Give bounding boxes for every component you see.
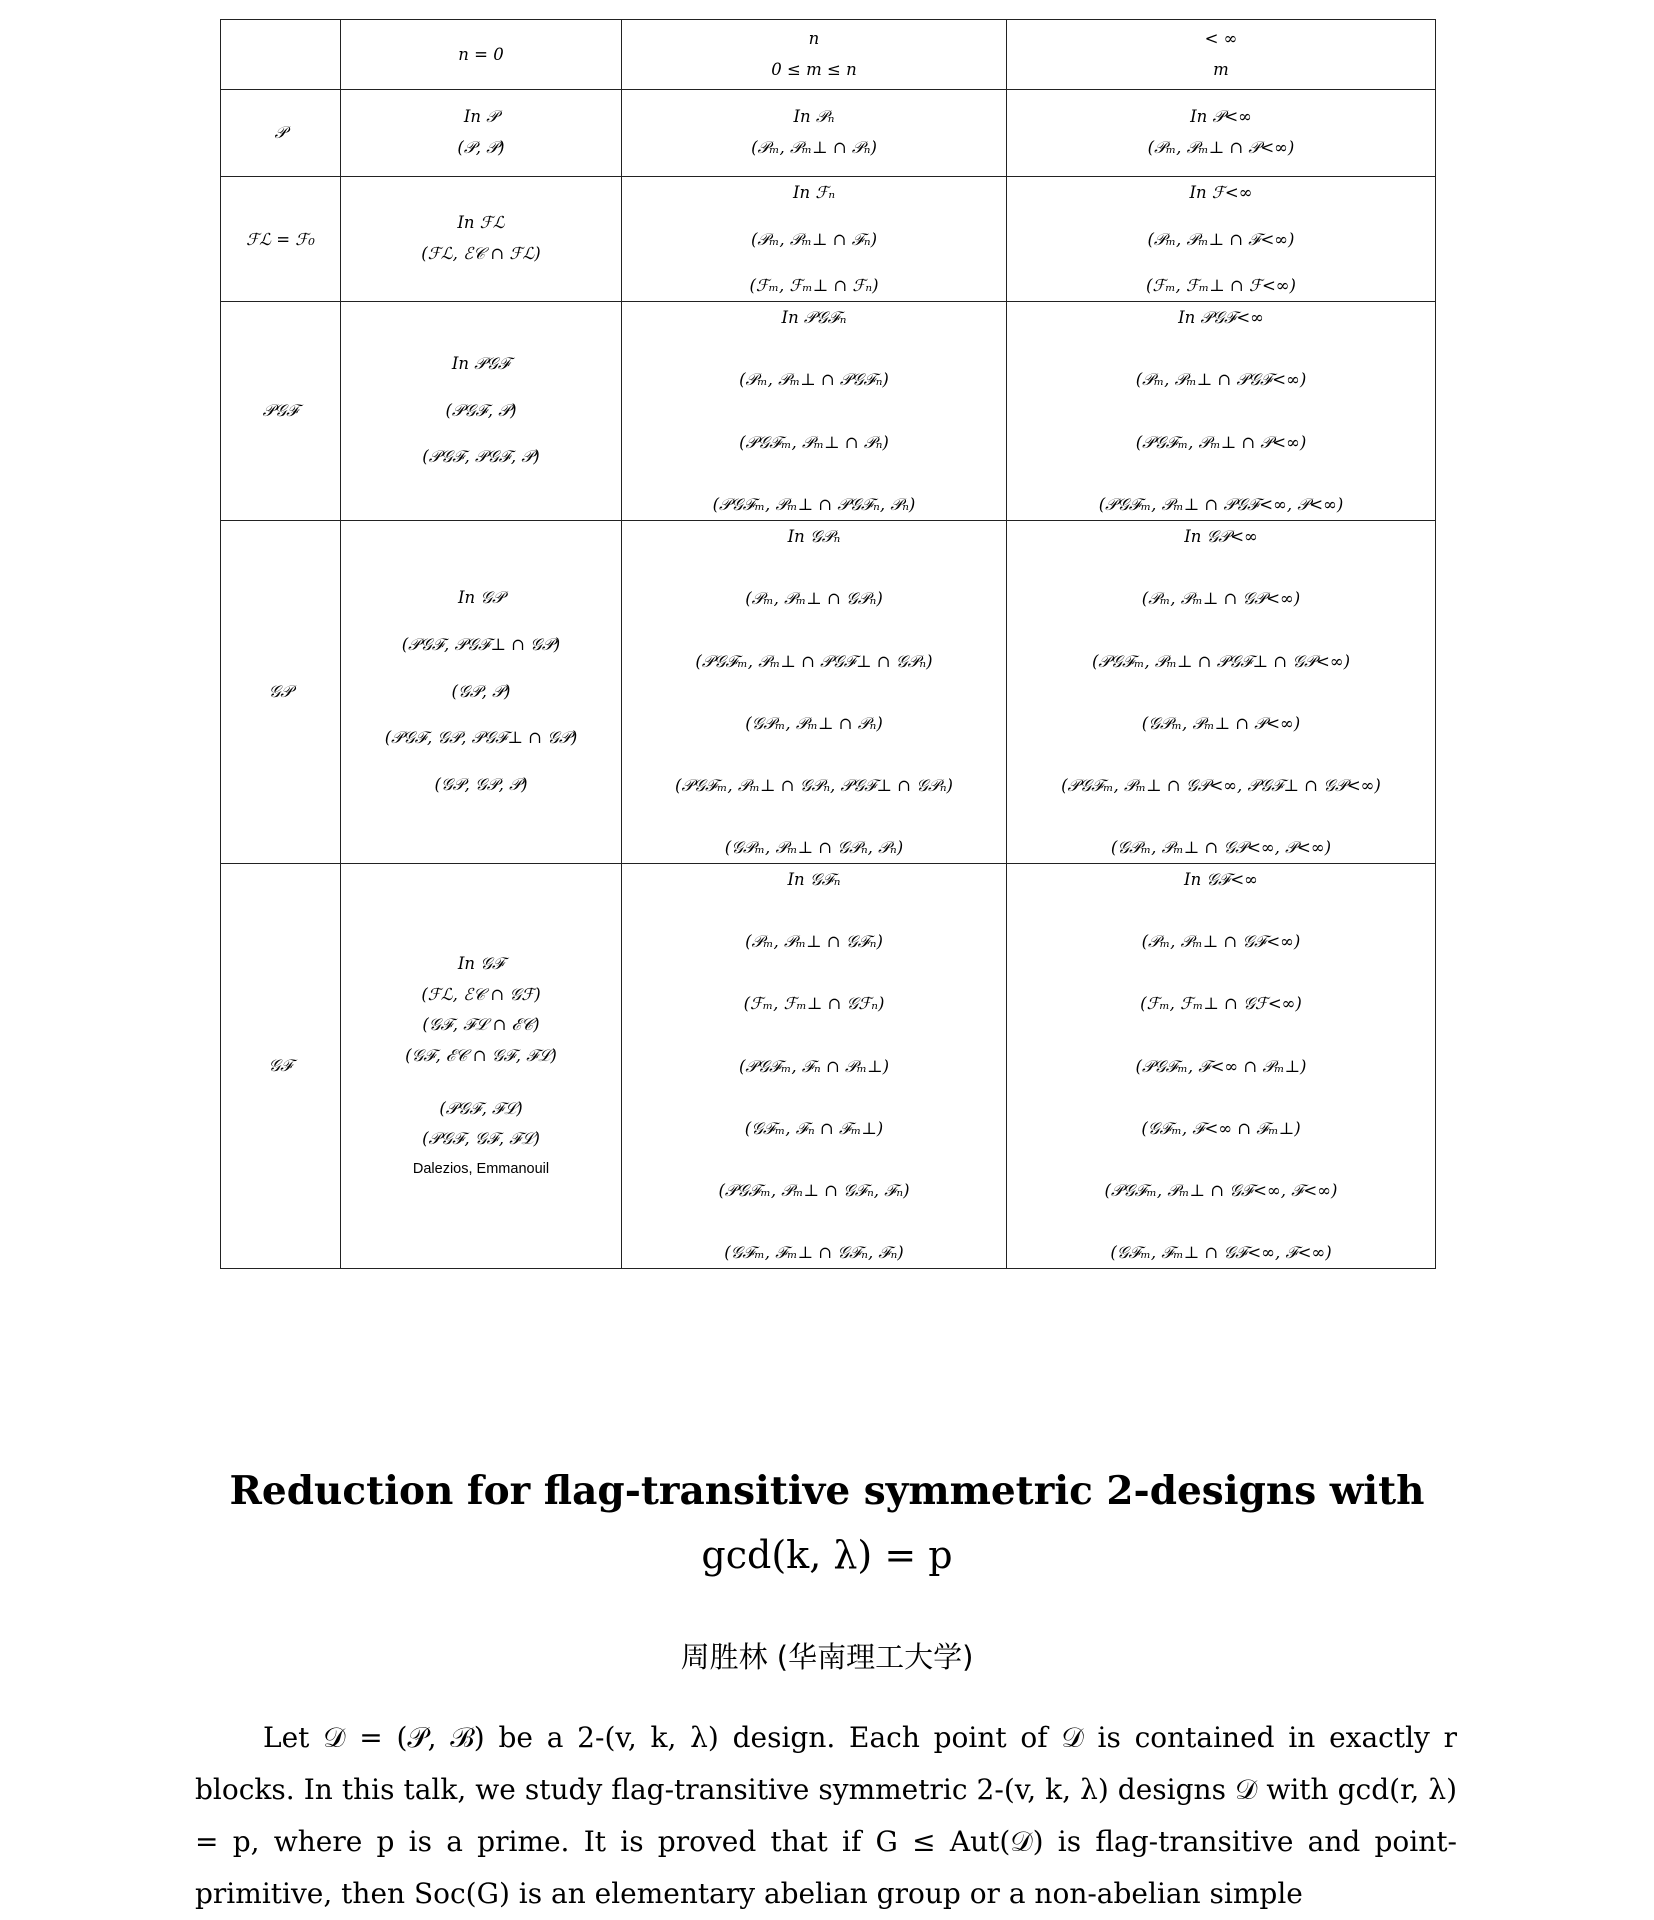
table-row — [221, 90, 1436, 177]
cell-line: (𝒫𝒢ℱ, 𝒫𝒢ℱ, 𝒫) — [422, 447, 540, 467]
header-cell-empty — [221, 20, 341, 90]
header-cell-n0: n = 0 — [341, 20, 622, 90]
cell-line: (𝒢𝒫ₘ, 𝒫ₘ⊥ ∩ 𝒫ₙ) — [745, 713, 883, 733]
cell-line: (𝒢ℱₘ, ℱ<∞ ∩ ℱₘ⊥) — [1141, 1118, 1301, 1138]
table-cell — [341, 177, 622, 302]
cell-line: (𝒢ℱₘ, ℱₘ⊥ ∩ 𝒢ℱ<∞, ℱ<∞) — [1110, 1243, 1332, 1263]
cell-line: (𝒢𝒫, 𝒢𝒫, 𝒫) — [434, 774, 528, 794]
row-label: 𝒫𝒢ℱ — [221, 302, 341, 521]
table-row — [221, 521, 1436, 864]
cell-line: (𝒢ℱₘ, ℱₙ ∩ ℱₘ⊥) — [744, 1118, 884, 1138]
cell-line: (𝒢ℱ, ℰ𝒞 ∩ 𝒢ℱ, ℱℒ) — [405, 1045, 557, 1065]
cell-line: (ℱₘ, ℱₘ⊥ ∩ ℱ<∞) — [1146, 276, 1296, 296]
table-row — [221, 302, 1436, 521]
table-cell — [1007, 521, 1436, 864]
cell-line: (ℱℒ, ℰ𝒞 ∩ ℱℒ) — [421, 244, 541, 263]
table-cell — [341, 521, 622, 864]
table-header-row — [221, 20, 1436, 90]
cell-line: (𝒫𝒢ℱₘ, 𝒫ₘ⊥ ∩ 𝒢ℱₙ, ℱₙ) — [718, 1181, 910, 1201]
cell-line: In 𝒢ℱ<∞ — [1184, 870, 1258, 889]
table-cell — [622, 302, 1007, 521]
talk-title: Reduction for flag-transitive symmetric 2-designs with — [229, 1468, 1425, 1514]
cell-line: (𝒫𝒢ℱₘ, 𝒫ₘ⊥ ∩ 𝒫ₙ) — [739, 432, 889, 452]
summary-table — [220, 19, 1436, 1269]
cell-line: (𝒢𝒫ₘ, 𝒫ₘ⊥ ∩ 𝒢𝒫<∞, 𝒫<∞) — [1110, 838, 1332, 858]
cell-line: (𝒫𝒢ℱₘ, 𝒫ₘ⊥ ∩ 𝒫𝒢ℱ⊥ ∩ 𝒢𝒫ₙ) — [695, 651, 933, 671]
cell-line: 0 ≤ m ≤ n — [771, 59, 857, 79]
row-label: 𝒢ℱ — [221, 864, 341, 1269]
table-cell — [622, 864, 1007, 1269]
cell-line: In 𝒢ℱₙ — [787, 870, 841, 889]
cell-line: (𝒫𝒢ℱₘ, 𝒫ₘ⊥ ∩ 𝒫<∞) — [1135, 432, 1307, 452]
cell-line: (𝒢𝒫ₘ, 𝒫ₘ⊥ ∩ 𝒢𝒫ₙ, 𝒫ₙ) — [724, 838, 904, 858]
cell-line: n — [808, 28, 820, 48]
cell-line: (𝒫𝒢ℱ, 𝒫𝒢ℱ⊥ ∩ 𝒢𝒫) — [401, 635, 561, 655]
cell-line: (𝒫𝒢ℱₘ, 𝒫ₘ⊥ ∩ 𝒫𝒢ℱₙ, 𝒫ₙ) — [712, 495, 916, 515]
table-cell — [1007, 177, 1436, 302]
author-affiliation: 周胜林 (华南理工大学) — [680, 1640, 974, 1674]
cell-line: (𝒫𝒢ℱₘ, 𝒫ₘ⊥ ∩ 𝒫𝒢ℱ⊥ ∩ 𝒢𝒫<∞) — [1091, 651, 1351, 671]
cell-spacer — [341, 1072, 621, 1094]
cell-line: (𝒢𝒫, 𝒫) — [451, 681, 511, 701]
abstract-text: Let 𝒟 = (𝒫, ℬ) be a 2-(v, k, λ) design. Each point of 𝒟 is contained in exactly r blocks. In this talk, we study flag-transitive symmetric 2-(v, k, λ) designs 𝒟 with gcd(r, λ) = p, where p is a prime. It is proved that if G ≤ Aut(𝒟) is flag-transitive and point-primitive, then Soc(G) is an elementary abelian group or a non-abelian simple — [195, 1721, 1457, 1910]
cell-line: (𝒫𝒢ℱₘ, 𝒫ₘ⊥ ∩ 𝒢𝒫ₙ, 𝒫𝒢ℱ⊥ ∩ 𝒢𝒫ₙ) — [675, 776, 953, 796]
cell-line: In ℱₙ — [792, 183, 836, 202]
table-cell — [1007, 864, 1436, 1269]
cell-line: (𝒫𝒢ℱₘ, 𝒫ₘ⊥ ∩ 𝒢𝒫<∞, 𝒫𝒢ℱ⊥ ∩ 𝒢𝒫<∞) — [1061, 776, 1381, 796]
cell-line: In 𝒫𝒢ℱ<∞ — [1178, 308, 1264, 327]
talk-title-formula: gcd(k, λ) = p — [701, 1533, 953, 1577]
cell-line: In 𝒫𝒢ℱ — [451, 354, 511, 374]
cell-line: (𝒫𝒢ℱₘ, 𝒫ₘ⊥ ∩ 𝒢ℱ<∞, ℱ<∞) — [1104, 1181, 1338, 1201]
cell-line: (𝒢𝒫ₘ, 𝒫ₘ⊥ ∩ 𝒫<∞) — [1141, 713, 1301, 733]
table-cell — [622, 521, 1007, 864]
cell-line: (𝒢ℱ, ℱℒ ∩ ℰ𝒞) — [422, 1015, 540, 1035]
cell-line: (ℱₘ, ℱₘ⊥ ∩ ℱₙ) — [749, 276, 879, 296]
cell-line: (𝒫ₘ, 𝒫ₘ⊥ ∩ 𝒢𝒫<∞) — [1141, 589, 1301, 609]
cell-line: (𝒢ℱₘ, ℱₘ⊥ ∩ 𝒢ℱₙ, ℱₙ) — [724, 1243, 904, 1263]
cell-line: (𝒫𝒢ℱ, ℱℒ) — [439, 1098, 523, 1118]
table-cell — [341, 864, 622, 1269]
cell-line: (𝒫ₘ, 𝒫ₘ⊥ ∩ 𝒫<∞) — [1147, 138, 1295, 157]
cell-line: In 𝒫 — [463, 107, 499, 127]
table-cell — [622, 90, 1007, 177]
cell-line: (𝒫ₘ, 𝒫ₘ⊥ ∩ ℱ<∞) — [1147, 229, 1295, 249]
cell-line: < ∞ — [1204, 28, 1238, 48]
cell-line: (𝒫ₘ, 𝒫ₘ⊥ ∩ 𝒢ℱₙ) — [745, 932, 883, 952]
cell-line: (𝒫ₘ, 𝒫ₘ⊥ ∩ 𝒢ℱ<∞) — [1141, 932, 1301, 952]
cell-line: (ℱℒ, ℰ𝒞 ∩ 𝒢ℱ) — [421, 984, 541, 1004]
cell-line: (ℱₘ, ℱₘ⊥ ∩ 𝒢ℱ<∞) — [1140, 994, 1302, 1014]
cell-line: In 𝒫<∞ — [1190, 107, 1252, 127]
table-cell — [1007, 90, 1436, 177]
cell-line: (𝒫ₘ, 𝒫ₘ⊥ ∩ 𝒫𝒢ℱₙ) — [739, 370, 889, 390]
table-row — [221, 864, 1436, 1269]
cell-line: In 𝒢𝒫ₙ — [787, 527, 841, 546]
cell-line: In 𝒫ₙ — [793, 107, 835, 127]
cell-line: In 𝒢ℱ — [457, 954, 505, 974]
table-cell — [622, 177, 1007, 302]
cell-line: (𝒫ₘ, 𝒫ₘ⊥ ∩ 𝒫𝒢ℱ<∞) — [1135, 370, 1307, 390]
row-label: 𝒫 — [221, 90, 341, 177]
cell-line: In ℱℒ — [457, 213, 505, 233]
cell-line: (𝒫ₘ, 𝒫ₘ⊥ ∩ 𝒫ₙ) — [751, 138, 877, 157]
cell-line: (𝒫𝒢ℱ, 𝒫) — [445, 400, 517, 420]
cell-line: In ℱ<∞ — [1189, 183, 1253, 202]
table-row — [221, 177, 1436, 302]
cell-line: (𝒫, 𝒫) — [457, 138, 505, 157]
cell-line: (𝒫ₘ, 𝒫ₘ⊥ ∩ ℱₙ) — [750, 229, 878, 249]
cell-line: (𝒫𝒢ℱ, 𝒢ℱ, ℱℒ) — [422, 1129, 540, 1149]
table-cell — [341, 302, 622, 521]
citation-note: Dalezios, Emmanouil — [412, 1160, 550, 1177]
row-label: 𝒢𝒫 — [221, 521, 341, 864]
header-cell-infinite — [1007, 20, 1436, 90]
cell-line: (ℱₘ, ℱₘ⊥ ∩ 𝒢ℱₙ) — [743, 994, 885, 1014]
row-label: ℱℒ = ℱ₀ — [221, 177, 341, 302]
table-cell — [341, 90, 622, 177]
cell-line: In 𝒫𝒢ℱₙ — [781, 308, 847, 327]
cell-line: m — [1213, 59, 1229, 79]
cell-line: (𝒫𝒢ℱ, 𝒢𝒫, 𝒫𝒢ℱ⊥ ∩ 𝒢𝒫) — [384, 728, 578, 748]
cell-line: (𝒫𝒢ℱₘ, 𝒫ₘ⊥ ∩ 𝒫𝒢ℱ<∞, 𝒫<∞) — [1098, 495, 1344, 515]
cell-line: In 𝒢𝒫<∞ — [1184, 527, 1258, 546]
cell-line: (𝒫𝒢ℱₘ, ℱ<∞ ∩ 𝒫ₘ⊥) — [1135, 1056, 1307, 1076]
cell-line: (𝒫ₘ, 𝒫ₘ⊥ ∩ 𝒢𝒫ₙ) — [745, 589, 883, 609]
cell-line: (𝒫𝒢ℱₘ, ℱₙ ∩ 𝒫ₘ⊥) — [738, 1056, 890, 1076]
cell-line: In 𝒢𝒫 — [457, 588, 505, 608]
table-cell — [1007, 302, 1436, 521]
header-cell-n — [622, 20, 1007, 90]
